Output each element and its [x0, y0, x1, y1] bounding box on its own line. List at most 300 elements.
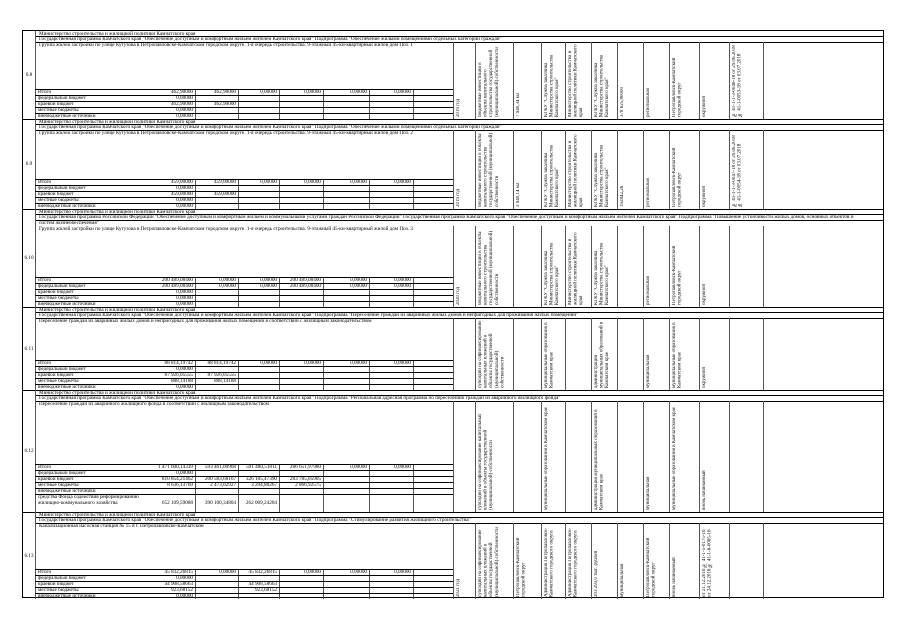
- vertical-cell: КГКУ "Служба заказчика Министерства строительства Камчатского края": [594, 144, 611, 207]
- vertical-cell: муниципальная: [620, 563, 625, 597]
- column-line: [453, 401, 454, 512]
- program-name: Государственная программа Камчатского края "Обеспечение доступным и комфортным жильем жителей Камчатского края" Подпрограмма "Переселение граждан из аварийных жилых домов и непригодных для проживания жилых помещений": [39, 312, 579, 318]
- fin-cell-c4: 0,00000: [304, 360, 321, 366]
- vertical-cell: [620, 320, 642, 388]
- column-line: [541, 226, 542, 307]
- fin-row-label: федеральный бюджет: [38, 185, 86, 191]
- fin-row-label: Итого: [38, 179, 52, 185]
- column-line: [617, 318, 618, 390]
- fin-row-label: федеральный бюджет: [38, 575, 86, 581]
- fin-cell-c2: 459,00000: [213, 191, 236, 197]
- fin-row-label: краевой бюджет: [38, 476, 74, 482]
- column-line: [453, 523, 454, 599]
- fin-row-line: [35, 197, 453, 198]
- fin-cell-c4: 0,00000: [304, 89, 321, 95]
- vertical-cell: 2 940,14 м2: [516, 182, 521, 207]
- column-line: [763, 401, 764, 512]
- fin-cell-c3: 0,00000: [260, 283, 277, 289]
- fin-cell-c2: 462,90000: [213, 89, 236, 95]
- fin-row-label: Итого: [38, 89, 52, 95]
- column-line: [565, 523, 566, 599]
- row-number: 6.12: [24, 448, 34, 454]
- row-number: 6.11: [24, 345, 34, 352]
- vertical-cell: бюджетные инвестиции в объекты капитального строительства государственной (муниципальной) собственности: [478, 132, 500, 207]
- vertical-cell: 203 293,0 тыс. рублей: [594, 550, 599, 597]
- fin-cell-c1: 0,00000: [176, 113, 193, 119]
- fin-row-line: [35, 366, 453, 367]
- fin-row-label: федеральный бюджет: [38, 366, 86, 372]
- vertical-cell: [620, 228, 642, 305]
- fin-cell-c1: 0,00000: [176, 301, 193, 307]
- column-line: [729, 401, 730, 512]
- column-line: [513, 401, 514, 512]
- vertical-cell: Петропавловск-Камчатский городской округ: [646, 537, 657, 597]
- column-line: [475, 318, 476, 390]
- row-number: 6.9: [25, 161, 33, 167]
- fin-row-label: Итого: [38, 277, 52, 283]
- fin-cell-c1: 0,00000: [176, 366, 193, 372]
- vertical-cell: [732, 525, 762, 597]
- fin-cell-c3: 0,00000: [260, 89, 277, 95]
- fin-row-label: местные бюджеты: [38, 107, 79, 113]
- column-line: [669, 226, 670, 307]
- fin-cell-c5: 0,00000: [350, 569, 367, 575]
- vertical-cell: муниципальная: [646, 476, 651, 510]
- vertical-cell: субсидии на софинансирование капитальных вложений в объекты государственной (муниципальной) собственности: [478, 527, 500, 597]
- column-line: [617, 226, 618, 307]
- fin-row-label: Итого: [38, 464, 52, 470]
- fin-cell-c2: 390 100,34804: [204, 500, 236, 506]
- num-column-line: [413, 277, 414, 307]
- column-line: [591, 401, 592, 512]
- vertical-cell: региональная: [646, 276, 651, 305]
- column-line: [565, 318, 566, 390]
- vertical-cell: [516, 320, 540, 388]
- fin-cell-c1: 0,00000: [176, 95, 193, 101]
- column-line: [475, 523, 476, 599]
- num-column-line: [413, 360, 414, 390]
- vertical-cell: субсидии на софинансирование капитальных вложений в объекты государственной (муниципальной) собственности: [478, 413, 495, 510]
- column-line: [35, 512, 36, 599]
- column-line: [541, 42, 542, 119]
- column-line: [475, 130, 476, 209]
- fin-row-line: [35, 378, 453, 379]
- vertical-cell: 2019 год: [456, 188, 461, 207]
- column-line: [643, 130, 644, 209]
- fin-row-line: [35, 107, 453, 108]
- vertical-cell: Министерство строительства и жилищной политики Камчатского края: [568, 232, 585, 305]
- fin-cell-c5: 0,00000: [350, 283, 367, 289]
- fin-row-label: местные бюджеты: [38, 587, 79, 593]
- column-line: [643, 42, 644, 119]
- fin-cell-c3: 923,68152: [254, 587, 277, 593]
- vertical-cell: муниципальные образования в Камчатском крае: [672, 407, 677, 510]
- fin-cell-c1: 200 489,08400: [161, 283, 193, 289]
- column-line: [513, 130, 514, 209]
- vertical-cell: муниципальные образования в Камчатском крае: [672, 322, 683, 388]
- fin-cell-c1: 0,00000: [176, 384, 193, 390]
- fin-cell-c5: 0,00000: [350, 360, 367, 366]
- vertical-cell: КГКУ "Служба заказчика Министерства строительства Камчатского края": [594, 242, 611, 305]
- fin-cell-c6: 0,00000: [394, 89, 411, 95]
- fin-cell-c6: 0,00000: [394, 179, 411, 185]
- num-column-line: [413, 179, 414, 209]
- fin-cell-c1: 0,00000: [176, 197, 193, 203]
- column-line: [699, 318, 700, 390]
- vertical-cell: [456, 403, 474, 510]
- fin-cell-c1: 0,00000: [176, 593, 193, 599]
- vertical-cell: окружной: [702, 95, 707, 117]
- fin-cell-c2: 88 814,19742: [207, 360, 236, 366]
- fin-cell-c2: 2 473,02927: [210, 482, 236, 488]
- fin-cell-c3: 262 009,24284: [245, 500, 277, 506]
- row-number: 6.8: [25, 72, 33, 78]
- column-line: [729, 42, 730, 119]
- column-line: [453, 226, 454, 307]
- num-column-line: [413, 89, 414, 119]
- fin-cell-c1: 44 908,58663: [164, 581, 193, 587]
- vertical-cell: 192842,26: [620, 185, 625, 207]
- vertical-cell: субсидии на софинансирование капитальных вложений в объекты государственной (муниципальной) собственности: [478, 320, 506, 388]
- fin-row-label: Итого: [38, 569, 52, 575]
- vertical-cell: № 41-1-1-3-0047-18 от 29.06.2018 № 41-1-0054-18 от 03.07.2018: [732, 135, 743, 207]
- column-line: [591, 130, 592, 209]
- row-number: 6.10: [24, 255, 34, 261]
- fin-cell-c6: 0,00000: [394, 360, 411, 366]
- row-number: 6.13: [24, 552, 34, 559]
- fin-cell-c2: 593 461,00968: [204, 464, 236, 470]
- fin-row-line: [35, 470, 453, 471]
- fin-cell-c3: 591 480,51811: [246, 464, 277, 470]
- fin-row-label: местные бюджеты: [38, 482, 79, 488]
- column-line: [729, 523, 730, 599]
- column-line: [699, 130, 700, 209]
- vertical-cell: [516, 228, 540, 305]
- fin-cell-c5: 0,00000: [350, 464, 367, 470]
- fin-cell-c2: 462,90000: [213, 101, 236, 107]
- ministry-name: Министерство строительства и жилищной политики Камчатского края: [39, 307, 196, 313]
- fin-cell-c1: 459,00000: [170, 191, 193, 197]
- document-page: [22, 30, 884, 598]
- column-line: [475, 401, 476, 512]
- column-line: [591, 523, 592, 599]
- fin-row-label: внебюджетные источники: [38, 488, 96, 494]
- fin-cell-c2: 0,00000: [219, 283, 236, 289]
- object-name: Переселение граждан из аварийного жилищного фонда в соответствии с жилищным законодательством: [39, 401, 269, 407]
- fin-row-label: средства Фонда содействия реформированию жилищно-коммунального хозяйства: [38, 494, 139, 506]
- column-line: [643, 226, 644, 307]
- program-name: Государственная программа Российской Федерации "Обеспечение доступным и комфортным жильем и коммунальными услугами граждан Российской Федерации" Государственная программа Камчатского края "Обеспечение доступным и комфортным жильем жителей Камчатского края" Подпрограмма "Повышение устойчивости жилых домов, основных объектов и систем жизнеобеспечения": [39, 214, 854, 226]
- vertical-cell: Администрация Петропавловск-Камчатского городского округа: [568, 527, 579, 597]
- fin-row-label: местные бюджеты: [38, 378, 79, 384]
- fin-cell-c1: 0,00000: [176, 470, 193, 476]
- column-line: [729, 318, 730, 390]
- fin-row-label: федеральный бюджет: [38, 470, 86, 476]
- vertical-cell: Министерство строительства и жилищной политики Камчатского края: [568, 44, 585, 117]
- vertical-cell: региональная: [646, 88, 651, 117]
- column-line: [453, 130, 454, 209]
- fin-cell-c1: 0,00000: [176, 575, 193, 581]
- fin-cell-c1: 459,00000: [170, 179, 193, 185]
- column-line: [541, 523, 542, 599]
- vertical-cell: КГКУ "Служба заказчика Министерства строительства Камчатского края": [544, 242, 561, 305]
- column-line: [763, 130, 764, 209]
- fin-row-label: краевой бюджет: [38, 372, 74, 378]
- column-line: [35, 31, 36, 119]
- fin-row-line: [35, 384, 453, 385]
- vertical-cell: [568, 403, 590, 510]
- column-line: [513, 523, 514, 599]
- vertical-cell: окружной: [702, 283, 707, 305]
- program-name: Государственная программа Камчатского края "Обеспечение доступным и комфортным жильем жителей Камчатского края" Подпрограмма "Обеспечение жилыми помещениями отдельных категорий граждан": [39, 36, 502, 42]
- fin-row-line: [35, 95, 453, 96]
- fin-cell-c5: 0,00000: [350, 179, 367, 185]
- column-line: [763, 523, 764, 599]
- fin-cell-c6: 0,00000: [394, 569, 411, 575]
- column-line: [565, 401, 566, 512]
- object-name: Канализационная насосная станция № 15 в г. Петропавловске-Камчатском: [39, 523, 204, 529]
- fin-row-label: внебюджетные источники: [38, 113, 96, 119]
- fin-cell-c1: 888,14188: [170, 378, 193, 384]
- column-line: [513, 42, 514, 119]
- vertical-cell: Петропавловск-Камчатский городской округ: [516, 537, 527, 597]
- vertical-cell: окружной: [702, 366, 707, 388]
- fin-cell-c4: 200 489,08400: [289, 277, 321, 283]
- vertical-cell: [732, 320, 762, 388]
- program-name: Государственная программа Камчатского края "Обеспечение доступным и комфортным жильем жителей Камчатского края" Подпрограмма "Региональная адресная программа по переселению граждан из аварийного жилищного фонда": [39, 395, 561, 401]
- column-line: [591, 318, 592, 390]
- column-line: [699, 42, 700, 119]
- fin-row-line: [35, 289, 453, 290]
- fin-cell-c5: 0,00000: [350, 277, 367, 283]
- fin-row-label: краевой бюджет: [38, 581, 74, 587]
- ministry-name: Министерство строительства и жилищной политики Камчатского края: [39, 512, 196, 518]
- ministry-name: Министерство строительства и жилищной политики Камчатского края: [39, 209, 196, 215]
- fin-cell-c4: 286 651,97980: [289, 464, 321, 470]
- vertical-cell: КГКУ "Служба заказчика Министерства строительства Камчатского края": [544, 144, 561, 207]
- fin-cell-c1: 462,90000: [170, 101, 193, 107]
- object-name: Переселение граждан из аварийных жилых домов и непригодных для проживания жилых помещений в соответствии с жилищным законодательством: [39, 318, 372, 324]
- fin-cell-c1: 200 489,08400: [161, 277, 193, 283]
- column-line: [669, 401, 670, 512]
- column-line: [763, 42, 764, 119]
- fin-cell-c1: 45 832,26815: [164, 569, 193, 575]
- vertical-cell: [732, 228, 762, 305]
- vertical-cell: КГКУ "Служба заказчика Министерства строительства Камчатского края": [544, 54, 561, 117]
- column-line: [565, 42, 566, 119]
- fin-cell-c1: 1 471 600,14339: [157, 464, 193, 470]
- fin-row-label: внебюджетные источники: [38, 203, 96, 209]
- vertical-cell: муниципальные образования в Камчатском крае: [544, 322, 555, 388]
- vertical-cell: вновь начинаемый: [702, 470, 707, 510]
- fin-cell-c1: 810 854,21462: [161, 476, 193, 482]
- fin-cell-c3: 44 908,58663: [248, 581, 277, 587]
- fin-cell-c3: 0,00000: [260, 360, 277, 366]
- fin-cell-c2: 200 583,68167: [204, 476, 236, 482]
- column-line: [643, 523, 644, 599]
- program-name: Государственная программа Камчатского края "Обеспечение доступным и комфортным жильем жителей Камчатского края" Подпрограмма "Стимулирование развития жилищного строительства": [39, 517, 471, 523]
- fin-cell-c3: 326 185,47390: [245, 476, 277, 482]
- fin-cell-c1: 87 926,05555: [164, 372, 193, 378]
- fin-cell-c6: 0,00000: [394, 277, 411, 283]
- column-line: [669, 42, 670, 119]
- vertical-cell: Петропавловск-Камчатский городской округ: [672, 147, 683, 207]
- column-line: [35, 209, 36, 307]
- object-name: Группа жилой застройки по улице Кутузова в Петропавловске-Камчатском городском округе. 1-я очередь строительства. 9-этажный 45-ки-квартирный жилой дом Поз. 3: [39, 226, 413, 232]
- fin-cell-c2: 888,14188: [213, 378, 236, 384]
- fin-row-label: Итого: [38, 360, 52, 366]
- fin-row-label: краевой бюджет: [38, 101, 74, 107]
- column-line: [617, 130, 618, 209]
- vertical-cell: Администрация Петропавловск-Камчатского городского округа: [544, 527, 555, 597]
- column-line: [763, 318, 764, 390]
- fin-cell-c5: 0,00000: [350, 89, 367, 95]
- fin-cell-c6: 0,00000: [394, 464, 411, 470]
- column-line: [475, 226, 476, 307]
- object-name: Группа жилой застройки по улице Кутузова в Петропавловске-Камчатском городском округе. 1-я очередь строительства. 9-этажный 45-ки-квартирный жилой дом Поз. 2: [39, 130, 413, 136]
- fin-cell-c2: 459,00000: [213, 179, 236, 185]
- column-line: [35, 119, 36, 209]
- fin-cell-c1: 652 109,59088: [161, 500, 193, 506]
- fin-cell-c3: 0,00000: [260, 179, 277, 185]
- fin-cell-c1: 923,68152: [170, 587, 193, 593]
- vertical-cell: № 41-1-1-3-0046-18 от 29.06.2018 № 41-1-0053-18 от 03.07.2018: [732, 45, 743, 117]
- object-name: Группа жилой застройки по улице Кутузова в Петропавловске-Камчатском городском округе. 1-я очередь строительства. 9-этажный 45-ки-квартирный жилой дом Поз. 1: [39, 42, 413, 48]
- vertical-cell: КГКУ "Служба заказчика Министерства строительства Камчатского края": [594, 54, 611, 117]
- vertical-cell: от 21.12.2016 № 41-1-5-0175-16 от 24.12.2016 № 41-1-6-0065-16: [702, 529, 713, 597]
- vertical-cell: [620, 403, 642, 510]
- fin-cell-c1: 0,00000: [176, 107, 193, 113]
- column-line: [669, 130, 670, 209]
- vertical-cell: Петропавловск-Камчатский городской округ: [672, 57, 683, 117]
- column-line: [669, 318, 670, 390]
- vertical-cell: администрации муниципальных образований в Камчатском крае: [594, 409, 605, 510]
- fin-cell-c3: 45 832,26815: [248, 569, 277, 575]
- fin-row-label: внебюджетные источники: [38, 593, 96, 599]
- column-line: [453, 318, 454, 390]
- fin-cell-c1: 0,00000: [176, 289, 193, 295]
- fin-row-line: [35, 203, 453, 204]
- fin-cell-c3: 0,00000: [260, 277, 277, 283]
- column-line: [513, 226, 514, 307]
- vertical-cell: вновь начинаемый: [672, 557, 677, 597]
- fin-cell-c1: 462,90000: [170, 89, 193, 95]
- fin-cell-c2: 0,00000: [219, 569, 236, 575]
- column-line: [591, 226, 592, 307]
- fin-cell-c1: 88 814,19742: [164, 360, 193, 366]
- column-line: [699, 226, 700, 307]
- vertical-cell: администрации муниципальных образований в Камчатском крае: [594, 321, 611, 388]
- fin-row-label: федеральный бюджет: [38, 95, 86, 101]
- fin-row-label: федеральный бюджет: [38, 283, 86, 289]
- vertical-cell: муниципальная: [646, 354, 651, 388]
- program-name: Государственная программа Камчатского края "Обеспечение доступным и комфортным жильем жителей Камчатского края" Подпрограмма "Обеспечение жилыми помещениями отдельных категорий граждан": [39, 124, 502, 130]
- column-line: [643, 401, 644, 512]
- column-line: [643, 318, 644, 390]
- column-line: [729, 130, 730, 209]
- vertical-cell: Министерство строительства и жилищной политики Камчатского края: [568, 134, 585, 207]
- column-line: [729, 226, 730, 307]
- fin-row-line: [35, 191, 453, 192]
- vertical-cell: 2020 год: [456, 286, 461, 305]
- vertical-cell: 2021 год: [456, 578, 461, 597]
- vertical-cell: 2019 год: [456, 98, 461, 117]
- column-line: [541, 401, 542, 512]
- column-line: [453, 42, 454, 119]
- fin-row-label: краевой бюджет: [38, 289, 74, 295]
- fin-cell-c1: 0,00000: [176, 203, 193, 209]
- vertical-cell: бюджетные инвестиции в объекты капитального строительства государственной (муниципальной) собственности: [478, 230, 500, 305]
- fin-row-line: [35, 185, 453, 186]
- column-line: [565, 130, 566, 209]
- fin-row-line: [35, 488, 453, 489]
- vertical-cell: окружной: [702, 185, 707, 207]
- fin-row-label: местные бюджеты: [38, 295, 79, 301]
- fin-cell-c4: 0,00000: [304, 569, 321, 575]
- fin-row-label: местные бюджеты: [38, 197, 79, 203]
- vertical-cell: 7 940,34 м2: [516, 92, 521, 117]
- fin-cell-c1: 0,00000: [176, 295, 193, 301]
- fin-row-label: внебюджетные источники: [38, 384, 96, 390]
- fin-row-line: [35, 101, 453, 102]
- fin-row-line: [35, 295, 453, 296]
- fin-cell-c6: 0,00000: [394, 283, 411, 289]
- fin-row-line: [35, 593, 453, 594]
- fin-cell-c4: 200 489,08400: [289, 283, 321, 289]
- column-line: [541, 130, 542, 209]
- fin-row-line: [35, 301, 453, 302]
- fin-cell-c4: 0,00000: [304, 179, 321, 185]
- column-line: [617, 401, 618, 512]
- fin-cell-c2: 87 926,05555: [207, 372, 236, 378]
- column-line: [565, 226, 566, 307]
- fin-cell-c1: 8 636,13769: [167, 482, 193, 488]
- ministry-name: Министерство строительства и жилищной политики Камчатского края: [39, 119, 196, 125]
- column-line: [513, 318, 514, 390]
- column-line: [617, 523, 618, 599]
- ministry-name: Министерство строительства и жилищной политики Камчатского края: [39, 31, 196, 37]
- vertical-cell: региональная: [646, 178, 651, 207]
- fin-row-line: [35, 575, 453, 576]
- column-line: [669, 523, 670, 599]
- column-line: [699, 523, 700, 599]
- fin-cell-c4: 2 866,92575: [295, 482, 321, 488]
- vertical-cell: [732, 403, 762, 510]
- vertical-cell: бюджетные инвестиции в объекты капитального строительства государственной (муниципальной) собственности: [478, 47, 500, 117]
- fin-row-line: [35, 372, 453, 373]
- fin-cell-c3: 3 294,80267: [251, 482, 277, 488]
- fin-row-label: внебюджетные источники: [38, 301, 96, 307]
- vertical-cell: [516, 403, 540, 510]
- fin-cell-c1: 0,00000: [176, 185, 193, 191]
- column-line: [541, 318, 542, 390]
- ministry-name: Министерство строительства и жилищной политики Камчатского края: [39, 390, 196, 396]
- vertical-cell: муниципальные образования в Камчатском крае: [544, 407, 549, 510]
- vertical-cell: 378 625,80000: [620, 87, 625, 117]
- fin-cell-c2: 0,00000: [219, 277, 236, 283]
- vertical-cell: Петропавловск-Камчатский городской округ: [672, 245, 683, 305]
- vertical-cell: [456, 320, 474, 388]
- fin-cell-c4: 283 785,05905: [289, 476, 321, 482]
- column-line: [763, 226, 764, 307]
- fin-row-line: [35, 113, 453, 114]
- column-line: [699, 401, 700, 512]
- column-line: [591, 42, 592, 119]
- num-column-line: [413, 569, 414, 599]
- column-line: [475, 42, 476, 119]
- fin-row-label: краевой бюджет: [38, 191, 74, 197]
- column-line: [617, 42, 618, 119]
